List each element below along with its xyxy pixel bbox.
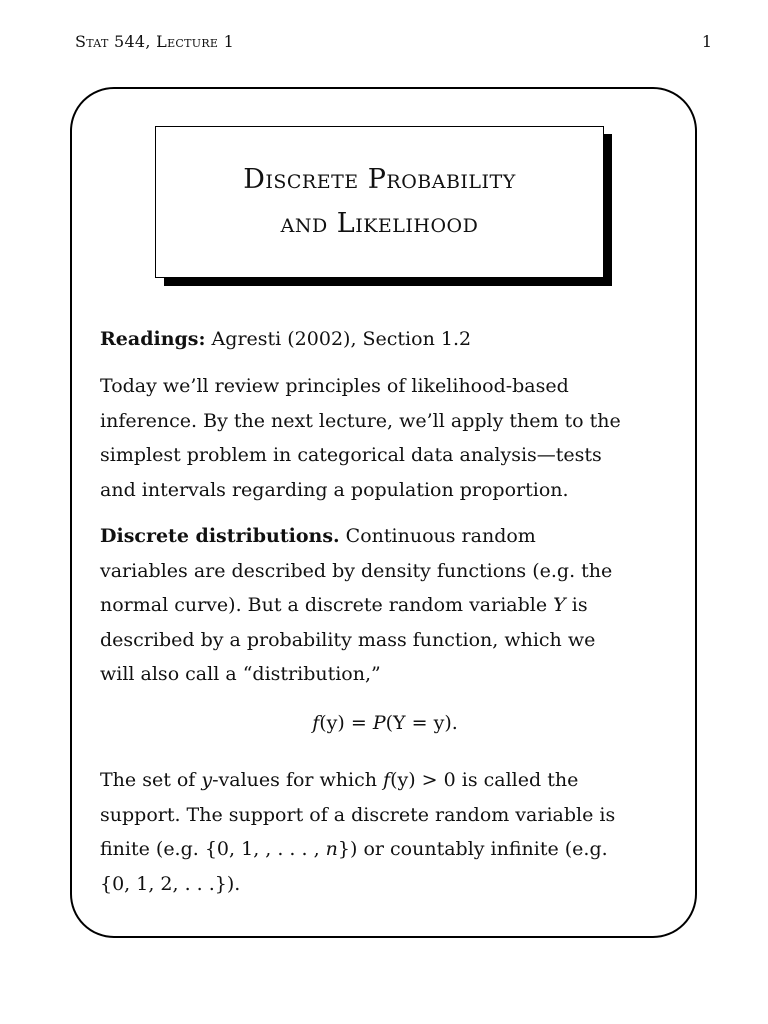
equation-equals: =	[344, 712, 373, 734]
random-variable-symbol: Y	[553, 594, 566, 617]
equation-lhs-arg: (y)	[319, 712, 345, 734]
equation-rhs-arg: (Y = y)	[385, 712, 452, 734]
support-line-3-pre: finite (e.g. {0, 1, , . . . ,	[100, 838, 326, 861]
support-f: f	[383, 769, 391, 791]
support-y: y	[201, 769, 213, 791]
support-paragraph	[100, 763, 670, 901]
readings-paragraph	[100, 322, 670, 357]
support-line-1-pre: The set of	[100, 769, 202, 791]
support-line-4: {0, 1, 2, . . .}).	[100, 872, 241, 895]
readings-text: Agresti (2002), Section 1.2	[205, 328, 472, 350]
support-line-1-post: > 0 is called the	[415, 769, 579, 791]
support-line-2: support. The support of a discrete random variable is	[100, 803, 616, 826]
discrete-line-5: will also call a “distribution,”	[100, 663, 381, 686]
discrete-line-4: described by a probability mass function, which we	[100, 628, 596, 651]
intro-line-4: and intervals regarding a population proportion.	[100, 478, 569, 501]
page-number: 1	[701, 32, 712, 51]
equation-end: .	[451, 712, 458, 734]
discrete-paragraph	[100, 519, 670, 692]
support-line-3-post: }) or countably infinite (e.g.	[337, 838, 608, 861]
support-n: n	[325, 838, 338, 861]
running-head: Stat 544, Lecture 1	[75, 32, 235, 51]
support-line-1	[100, 763, 670, 798]
title-box	[155, 126, 604, 278]
title-line-2: and Likelihood	[280, 208, 479, 239]
intro-line-2: inference. By the next lecture, we’ll apply them to the	[100, 409, 621, 432]
pmf-equation	[100, 712, 670, 734]
discrete-line-1-rest: Continuous random	[339, 525, 536, 547]
discrete-line-3	[100, 588, 670, 623]
discrete-line-1	[100, 519, 670, 554]
equation-f: f	[312, 712, 320, 734]
discrete-line-3-pre: normal curve). But a discrete random variable	[100, 594, 554, 617]
discrete-heading: Discrete distributions.	[100, 525, 340, 547]
readings-label: Readings:	[100, 328, 206, 350]
support-fy: (y)	[390, 769, 416, 791]
equation-P: P	[372, 712, 386, 734]
support-line-1-mid: -values for which	[212, 769, 384, 791]
discrete-line-3-post: is	[565, 594, 588, 617]
intro-line-1: Today we’ll review principles of likelihood-based	[100, 375, 569, 397]
intro-line-3: simplest problem in categorical data analysis—tests	[100, 444, 602, 467]
title-line-1: Discrete Probability	[243, 164, 516, 195]
discrete-line-2: variables are described by density functions (e.g. the	[100, 559, 613, 582]
intro-paragraph	[100, 369, 670, 507]
support-line-3	[100, 832, 670, 867]
